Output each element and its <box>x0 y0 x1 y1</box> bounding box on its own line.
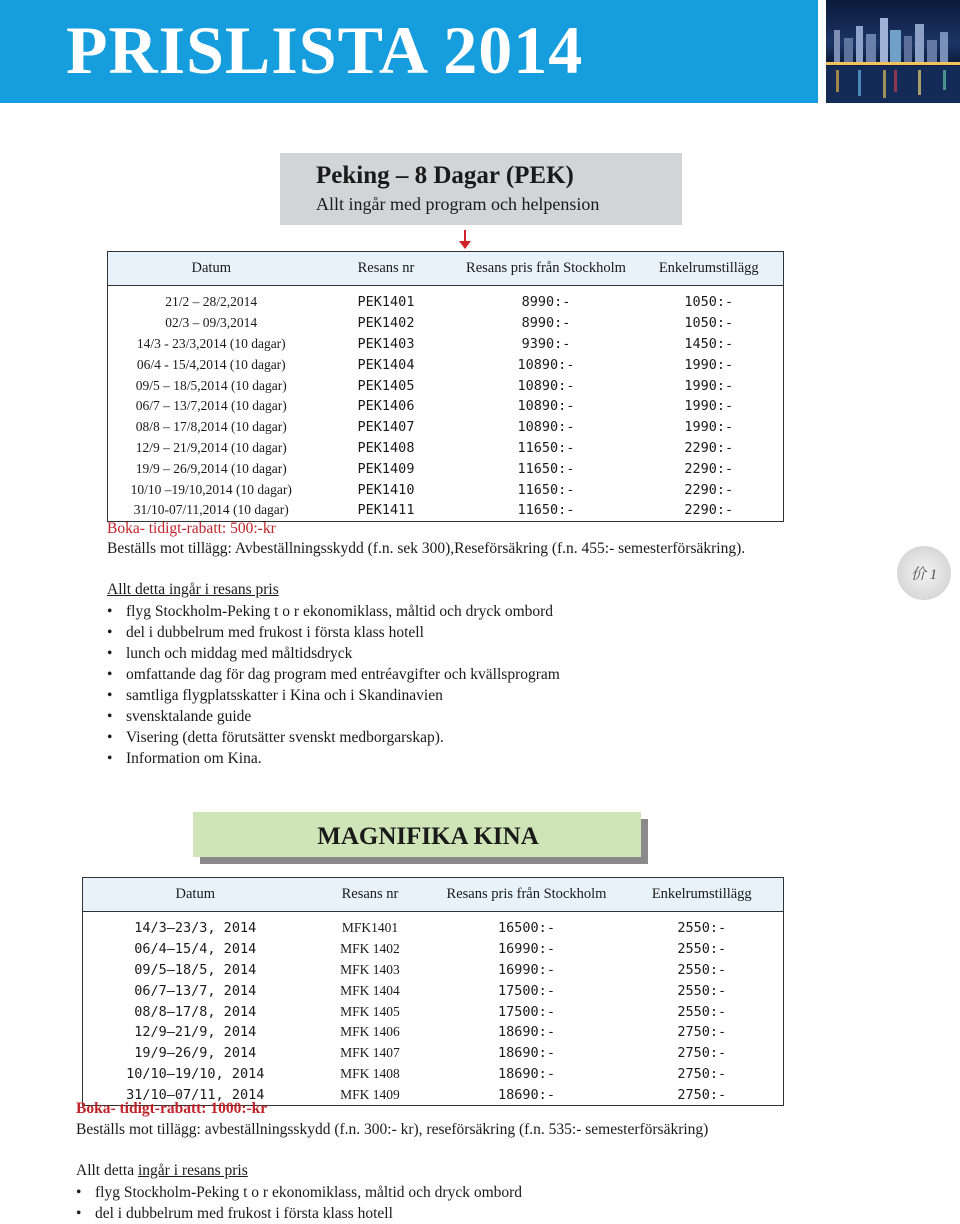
cell-enkelrum: 1990:- <box>684 398 734 415</box>
included-list <box>107 601 560 769</box>
cell-enkelrum: 2290:- <box>684 460 734 477</box>
cell-datum: 06/7–13/7, 2014 <box>134 982 257 999</box>
col-header-datum: Datum <box>83 878 308 912</box>
cell-enkelrum: 1990:- <box>684 419 734 436</box>
table-row <box>108 375 784 396</box>
included-heading-2-part-b: ingår i resans pris <box>138 1162 248 1179</box>
cell-enkelrum: 2550:- <box>677 920 727 937</box>
list-item: • Visering (detta förutsätter svenskt medborgarskap). <box>107 727 560 748</box>
included-heading-2-part-a: Allt detta <box>76 1162 138 1179</box>
col-header-pris: Resans pris från Stockholm <box>458 252 635 286</box>
cell-enkelrum: 1050:- <box>684 315 734 332</box>
cell-enkelrum: 2750:- <box>677 1065 727 1082</box>
table-row <box>108 417 784 438</box>
cell-enkelrum: 1990:- <box>684 377 734 394</box>
extra-insurance-note: Beställs mot tillägg: Avbeställningsskydd (f.n. sek 300),Reseförsäkring (f.n. 455:- semesterförsäkring). <box>107 540 746 557</box>
cell-datum: 19/9 – 26/9,2014 (10 dagar) <box>135 460 287 476</box>
cell-enkelrum: 2750:- <box>677 1086 727 1103</box>
cell-resans-nr: PEK1401 <box>357 294 415 311</box>
cell-resans-nr: PEK1405 <box>357 377 415 394</box>
banner <box>0 0 818 103</box>
cell-pris: 17500:- <box>498 982 555 999</box>
cell-pris: 11650:- <box>517 481 575 498</box>
cell-resans-nr: MFK 1404 <box>340 982 400 998</box>
table-row <box>108 286 784 313</box>
cell-enkelrum: 2290:- <box>684 439 734 456</box>
cell-resans-nr: PEK1408 <box>357 439 415 456</box>
cell-pris: 10890:- <box>517 419 575 436</box>
cell-enkelrum: 2290:- <box>684 502 734 519</box>
cell-datum: 10/10 –19/10,2014 (10 dagar) <box>130 481 292 497</box>
cell-resans-nr: MFK 1403 <box>340 961 400 977</box>
cell-enkelrum: 2550:- <box>677 941 727 958</box>
col-header-resans-nr: Resans nr <box>308 878 433 912</box>
cell-enkelrum: 2550:- <box>677 961 727 978</box>
cell-pris: 18690:- <box>498 1045 555 1062</box>
stamp-text: 价 1 <box>910 566 938 583</box>
table-row <box>108 438 784 459</box>
table-row <box>83 1043 784 1064</box>
table-row <box>108 479 784 500</box>
city-skyline-icon <box>826 0 960 103</box>
list-item: • del i dubbelrum med frukost i första klass hotell <box>107 622 560 643</box>
table-row <box>108 313 784 334</box>
included-heading: Allt detta ingår i resans pris <box>107 581 279 598</box>
cell-datum: 06/4 - 15/4,2014 (10 dagar) <box>136 356 286 372</box>
cell-pris: 8990:- <box>521 294 571 311</box>
table-header-row <box>83 878 784 912</box>
col-header-enkelrum: Enkelrumstillägg <box>635 252 784 286</box>
cell-pris: 10890:- <box>517 377 575 394</box>
cell-enkelrum: 2550:- <box>677 1003 727 1020</box>
early-booking-discount: Boka- tidigt-rabatt: 500:-kr <box>107 520 276 537</box>
table-row <box>83 912 784 939</box>
list-item: • lunch och middag med måltidsdryck <box>107 643 560 664</box>
cell-pris: 18690:- <box>498 1086 555 1103</box>
price-stamp <box>897 546 951 600</box>
tour-subtitle: Allt ingår med program och helpension <box>316 194 600 214</box>
cell-datum: 06/4–15/4, 2014 <box>134 941 257 958</box>
cell-resans-nr: PEK1402 <box>357 315 415 332</box>
page-title: PRISLISTA 2014 <box>66 12 584 88</box>
cell-pris: 11650:- <box>517 502 575 519</box>
cell-resans-nr: MFK1401 <box>341 920 399 936</box>
cell-enkelrum: 1990:- <box>684 356 734 373</box>
table-header-row <box>108 252 784 286</box>
cell-pris: 16500:- <box>498 920 555 937</box>
cell-pris: 11650:- <box>517 460 575 477</box>
cell-enkelrum: 1050:- <box>684 294 734 311</box>
list-item: • flyg Stockholm-Peking t o r ekonomiklass, måltid och dryck ombord <box>76 1182 522 1203</box>
cell-datum: 12/9 – 21/9,2014 (10 dagar) <box>135 439 287 455</box>
down-arrow-icon <box>459 230 471 250</box>
cell-pris: 16990:- <box>498 941 555 958</box>
city-skyline-photo <box>826 0 960 103</box>
cell-datum: 31/10–07/11, 2014 <box>126 1086 265 1103</box>
included-heading-2 <box>76 1162 248 1180</box>
cell-resans-nr: MFK 1405 <box>340 1003 400 1019</box>
list-item: • samtliga flygplatsskatter i Kina och i Skandinavien <box>107 685 560 706</box>
list-item: • svensktalande guide <box>107 706 560 727</box>
table-row <box>108 354 784 375</box>
cell-enkelrum: 2550:- <box>677 982 727 999</box>
cell-pris: 11650:- <box>517 439 575 456</box>
col-header-pris: Resans pris från Stockholm <box>433 878 621 912</box>
table-row <box>83 939 784 960</box>
cell-datum: 10/10–19/10, 2014 <box>126 1065 265 1082</box>
table-row <box>108 334 784 355</box>
cell-datum: 14/3 - 23/3,2014 (10 dagar) <box>136 335 286 351</box>
cell-pris: 18690:- <box>498 1024 555 1041</box>
table-row <box>83 1022 784 1043</box>
table-row <box>83 980 784 1001</box>
cell-resans-nr: MFK 1402 <box>340 941 400 957</box>
table-row <box>108 396 784 417</box>
cell-enkelrum: 2750:- <box>677 1024 727 1041</box>
price-table-mfk <box>82 877 784 1106</box>
cell-datum: 09/5–18/5, 2014 <box>134 961 257 978</box>
cell-datum: 21/2 – 28/2,2014 <box>165 294 258 310</box>
table-row <box>83 1064 784 1085</box>
table-row <box>83 960 784 981</box>
cell-pris: 16990:- <box>498 961 555 978</box>
cell-resans-nr: PEK1409 <box>357 460 415 477</box>
cell-enkelrum: 2290:- <box>684 481 734 498</box>
cell-datum: 14/3–23/3, 2014 <box>134 920 257 937</box>
cell-pris: 9390:- <box>521 335 571 352</box>
cell-datum: 19/9–26/9, 2014 <box>134 1045 257 1062</box>
cell-resans-nr: PEK1407 <box>357 419 415 436</box>
cell-resans-nr: MFK 1408 <box>340 1065 400 1081</box>
cell-pris: 18690:- <box>498 1065 555 1082</box>
cell-enkelrum: 2750:- <box>677 1045 727 1062</box>
included-list-2 <box>76 1182 522 1224</box>
cell-resans-nr: PEK1404 <box>357 356 415 373</box>
magnifika-title: MAGNIFIKA KINA <box>317 823 539 850</box>
cell-datum: 06/7 – 13/7,2014 (10 dagar) <box>135 398 287 414</box>
cell-pris: 10890:- <box>517 356 575 373</box>
cell-datum: 31/10-07/11,2014 (10 dagar) <box>133 502 289 518</box>
col-header-datum: Datum <box>108 252 315 286</box>
extra-insurance-note-2: Beställs mot tillägg: avbeställningsskydd (f.n. 300:- kr), reseförsäkring (f.n. 535:- semesterförsäkring) <box>76 1121 709 1138</box>
cell-resans-nr: PEK1403 <box>357 335 415 352</box>
cell-datum: 08/8 – 17/8,2014 (10 dagar) <box>135 419 287 435</box>
cell-pris: 8990:- <box>521 315 571 332</box>
cell-datum: 02/3 – 09/3,2014 <box>165 315 258 331</box>
list-item: • del i dubbelrum med frukost i första klass hotell <box>76 1203 522 1224</box>
cell-resans-nr: MFK 1406 <box>340 1024 400 1040</box>
cell-resans-nr: MFK 1409 <box>340 1086 400 1102</box>
list-item: • Information om Kina. <box>107 748 560 769</box>
tour-title: Peking – 8 Dagar (PEK) <box>316 162 574 189</box>
cell-datum: 12/9–21/9, 2014 <box>134 1024 257 1041</box>
cell-datum: 08/8–17/8, 2014 <box>134 1003 257 1020</box>
list-item: • omfattande dag för dag program med entréavgifter och kvällsprogram <box>107 664 560 685</box>
cell-pris: 17500:- <box>498 1003 555 1020</box>
early-booking-discount-2: Boka- tidigt-rabatt: 1000:-kr <box>76 1100 268 1117</box>
cell-pris: 10890:- <box>517 398 575 415</box>
price-table-pek <box>107 251 784 522</box>
table-row <box>108 500 784 521</box>
col-header-resans-nr: Resans nr <box>315 252 458 286</box>
cell-resans-nr: MFK 1407 <box>340 1045 400 1061</box>
table-row <box>108 458 784 479</box>
cell-resans-nr: PEK1411 <box>357 502 415 519</box>
table-row <box>83 1001 784 1022</box>
cell-resans-nr: PEK1406 <box>357 398 415 415</box>
cell-enkelrum: 1450:- <box>684 335 734 352</box>
cell-datum: 09/5 – 18/5,2014 (10 dagar) <box>135 377 287 393</box>
col-header-enkelrum: Enkelrumstillägg <box>621 878 784 912</box>
cell-resans-nr: PEK1410 <box>357 481 415 498</box>
list-item: • flyg Stockholm-Peking t o r ekonomiklass, måltid och dryck ombord <box>107 601 560 622</box>
